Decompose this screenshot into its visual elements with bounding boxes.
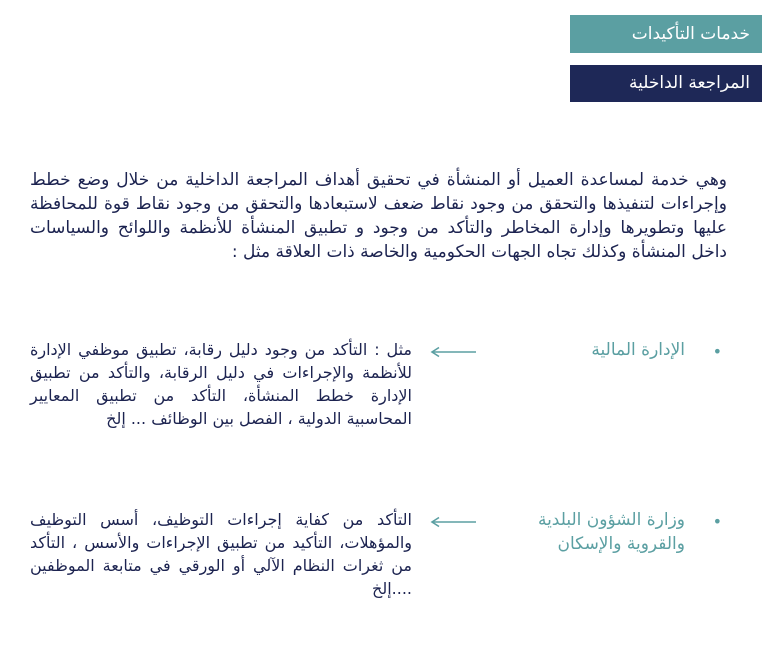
bullet-icon: • [712,342,722,361]
intro-paragraph: وهي خدمة لمساعدة العميل أو المنشأة في تحقيق أهداف المراجعة الداخلية من خلال وضع خطط وإجراءات لتنفيذها والتحقق من وجود نقاط ضعف لاستبعادها والتحقق من وجود نقاط قوة للمحافظة عليها وتطويرها وإدارة المخاطر والتأكد من وجود و تطبيق المنشأة للأنظمة واللوائح والسياسات داخل المنشأة وكذلك تجاه الجهات الحكومية والخاصة ذات العلاقة مثل : [30,170,727,262]
bullet-icon: • [712,512,722,531]
item-title: وزارة الشؤون البلدية والقروية والإسكان [537,510,685,554]
services-title: خدمات التأكيدات [631,24,750,44]
item-title: الإدارة المالية [591,340,685,360]
item-description: مثل : التأكد من وجود دليل رقابة، تطبيق موظفي الإدارة للأنظمة والإجراءات في دليل الرقابة، والتأكد من تطبيق الإدارة خطط المنشأة، التأكد من تطبيق المعايير المحاسبية الدولية ، الفصل بين الوظائف ... إلخ [30,340,412,428]
services-title-badge [570,15,762,53]
arrow-left-icon [430,516,476,528]
arrow-left-icon [430,346,476,358]
section-title: المراجعة الداخلية [629,73,750,93]
item-description: التأكد من كفاية إجراءات التوظيف، أسس التوظيف والمؤهلات، التأكيد من تطبيق الإجراءات والأسس ، التأكد من ثغرات النظام الآلي أو الورقي في متابعة الموظفين ....إلخ [30,510,412,598]
section-title-badge [570,65,762,102]
